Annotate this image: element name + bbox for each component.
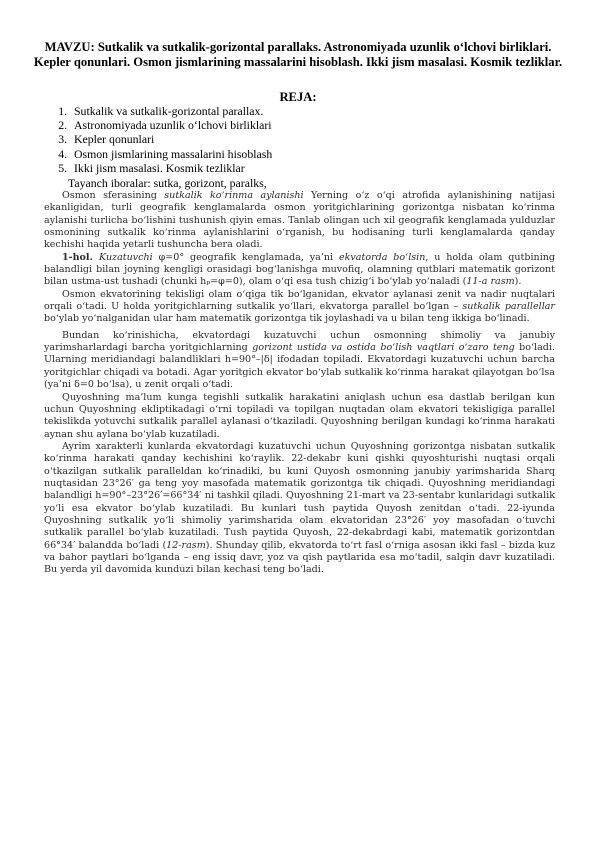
plan-item: 2. Astronomiyada uzunlik o‘lchovi birliklari <box>70 118 272 132</box>
paragraph: Quyoshning ma’lum kunga tegishli sutkalik harakatini aniqlash uchun esa dastlab berilgan kun uchun Quyoshning ekliptikadagi o‘rni topiladi va topilgan nuqtadan olam ekvatori tekisligiga parallel tekislikda yotuvchi sutkalik parallel aylanasi o‘tkaziladi. Quyoshning berilgan kundagi ko‘rinma harakati aynan shu aylana bo‘ylab kuzatiladi. <box>44 391 555 440</box>
text-run: φ=0° geografik kenglamada, ya’ni <box>152 251 339 263</box>
italic-term: sutkalik ko‘rinma aylanishi <box>164 190 304 201</box>
plan-item: 4. Osmon jismlarining massalarini hisoblash <box>70 147 272 161</box>
paragraph <box>44 252 555 289</box>
plan-item: 3. Kepler qonunlari <box>70 132 272 146</box>
text-run: Bundan ko‘rinishicha, ekvatordagi kuzatuvchi uchun osmonning shimoliy va janubiy yarimsharlardagi barcha yoritgichlarning <box>44 329 555 354</box>
paragraph <box>44 441 555 577</box>
text-run: bo‘ladi. Ularning meridiandagi balandliklari h=90°–|δ| ifodadan topiladi. Ekvatordagi kuzatuvchi uchun barcha yoritgichlar chiqadi va botadi. Agar yoritgich ekvator bo‘ylab sutkalik ko‘rinma harakat qilayotgan bo‘lsa (ya’ni δ=0 bo‘lsa), u zenit orqali o‘tadi. <box>44 342 555 391</box>
text-run: ). Shunday qilib, ekvatorda to‘rt fasl o‘rniga asosan ikki fasl – bizda kuz va bahor paytlari bo‘lganda – eng issiq davr, yoz va qish paytlarida esa mo‘tadil, salqin davr kuzatiladi. Bu yerda yil davomida kunduzi bilan kechasi teng bo‘ladi. <box>44 539 555 576</box>
plan-item: 1. Sutkalik va sutkalik-gorizontal parallax. <box>70 104 272 118</box>
body-text <box>44 190 555 577</box>
text-run: Yerning o‘z o‘qi atrofida aylanishining natijasi ekanligidan, turli geografik kenglamalarda osmon yoritgichlarining gorizontga nisbatan ko‘rinma aylanishi turlicha bo‘lishini tushunish qiyin emas. Tanlab olingan uch xil geografik kenglamada yulduzlar osmonining sutkalik ko‘rinma aylanishlarini o‘rganish, bu hodisaning turli kenglamalarda qanday kechishi haqida yetarli tushuncha bera oladi. <box>44 190 555 251</box>
plan-list <box>52 104 272 175</box>
case-label: 1-hol. <box>62 251 100 263</box>
text-run: Ayrim xarakterli kunlarda ekvatordagi kuzatuvchi uchun Quyoshning gorizontga nisbatan sutkalik ko‘rinma harakati qanday kechishini ko‘raylik. 22-dekabr kuni qishki quyoshturishi nuqtasi orqali o‘tkazilgan sutkalik paralleldan ko‘rinadiki, bu kuni Quyosh osmonning janubiy yarimsharida Sharq nuqtasidan 23°26′ ga teng yoy masofada matematik gorizontga tik chiqadi. Quyoshning meridiandagi balandligi h=90°–23°26′=66°34′ ni tashkil qiladi. Quyoshning 21-mart va 23-sentabr kunlaridagi sutkalik yo‘li esa ekvator bo‘ylab kuzatiladi. Bu kunlari tush paytida Quyosh zenitdan o‘tadi. 22-iyunda Quyoshning sutkalik yo‘li shimoliy yarimsharida olam ekvatoridan 23°26′ yoy masofadan o‘tuvchi sutkalik parallel bo‘ylab kuzatiladi. Tush paytida Quyosh, 22-dekabrdagi kabi, matematik gorizontdan 66°34′ balandda bo‘ladi ( <box>44 440 555 551</box>
text-run: Osmon ekvatorining tekisligi olam o‘qiga tik bo‘lganidan, ekvator aylanasi zenit va nadir nuqtalari orqali o‘tadi. U holda yoritgichlarning sutkalik yo‘llari, ekvatorga parallel bo‘lgan – <box>44 288 555 313</box>
paragraph <box>44 289 555 326</box>
paragraph <box>44 190 555 252</box>
text-run: Osmon sferasining <box>62 190 165 201</box>
paragraph <box>44 330 555 392</box>
text-run: bo‘ylab yo‘nalganidan ular ham matematik gorizontga tik joylashadi va u bilan teng ikkiga bo‘linadi. <box>44 313 530 325</box>
plan-heading: REJA: <box>279 90 317 104</box>
italic-term: sutkalik parallellar <box>462 301 555 313</box>
italic-term: gorizont ustida va ostida bo‘lish vaqtlari o‘zaro teng <box>252 342 515 354</box>
text-run: ). <box>514 276 522 288</box>
figure-ref: 11-a rasm <box>466 276 515 288</box>
plan-item: 5. Ikki jism masalasi. Kosmik tezliklar <box>70 161 272 175</box>
keywords-line: Tayanch iboralar: sutka, gorizont, paralks, <box>68 176 267 190</box>
italic-term: ekvatorda bo‘lsin <box>338 251 426 263</box>
page-title: MAVZU: Sutkalik va sutkalik-gorizontal parallaks. Astronomiyada uzunlik o‘lchovi birliklari. Kepler qonunlari. Osmon jismlarining massalarini hisoblash. Ikki jism masalasi. Kosmik tezliklar. <box>33 40 563 69</box>
figure-ref: 12-rasm <box>166 539 206 551</box>
text-run: , u holda olam qutbining balandligi bilan joyning kengligi orasidagi bog‘lanishga muvofiq, olamning qutblari matematik gorizont bilan ustma-ust tushadi (chunki hₚ=φ=0), olam o‘qi esa tush chizig‘i bo‘ylab yo‘naladi ( <box>44 251 556 288</box>
italic-term: Kuzatuvchi <box>99 251 153 263</box>
